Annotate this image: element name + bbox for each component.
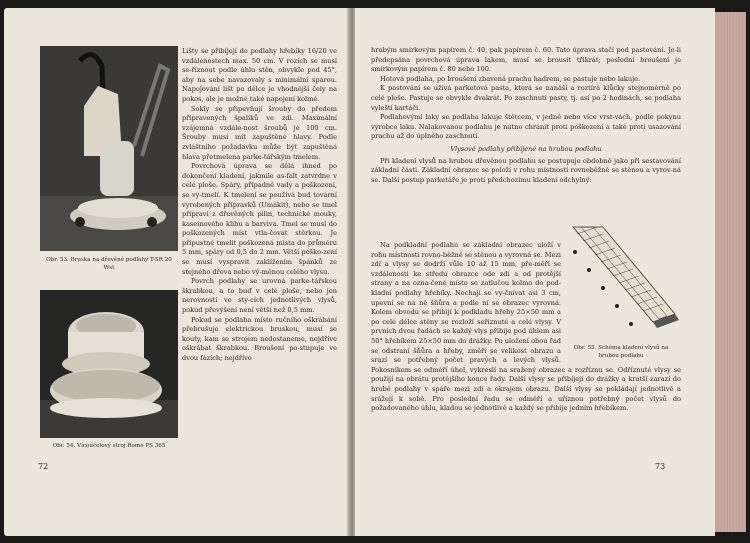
paragraph: hrubým smirkovým papírem č. 40, pak papírem č. 60. Tato úprava stačí pod pastování. Je-li předepsána povrchová úprava lakem, musí se brousit třikrát; poslední broušení je smirkovým papírem č. 80 nebo 100. (371, 46, 681, 74)
figure-53-caption: Obr. 53. Bruska na dřevěné podlahy T-SR 20 Wst (46, 257, 172, 271)
paragraph: Na podkladní podlahu se základní obrazec uloží v rohu místnosti rovno-běžně se stěnou a vyrovná se. Mezi zdí a vlysy se dodrží vůle 10 až 15 mm, pře-měří se vzdálenosti ke středu obrazce ode zdi a od protější strany a na ozna-čené místo se zatlučou kolmo do pod-kladní podlahy hřebíky. Nechají se vy-čnívat asi 3 cm, upevní se na ně šňůra a podle ní se obrazec vyrovná. Kolem obvodu se přibijí k podkladu hřeby 25×50 mm a po celé délce stěny se rozloží seříznuté a celé vlysy. V prvních dvou řadách se každý vlys přibije pod úhlem asi 50° hřebíkem 25×50 mm do drážky. Po uložení obou řad se odstraní šňůra a hřeby, změří se velikost obrazu a srazí se potřebný počet pravých a levých vlysů. Pokosníkem se odměří úhel, vykreslí na sražený obrazec a rozříznu se. Odříznuté vlysy se použijí na obrátu protějšího konce řady. Další vlysy se přibíjejí do drážky a kratší zarazí do hrubé podlahy v spáře mezi zdí a okrajem obrazu. Další vlysy se pokládají jednotlivě a srážejí k sobě. Pro poslední řadu se odměří a uříznou potřebný počet vlysů do požadovaného úhlu, kladou se jednotlivě a každý se přibije jedním hřebíkem. (371, 241, 681, 413)
multipurpose-machine-image (40, 290, 178, 438)
paragraph: Pokud se podlaha místo ručního oškrábání přebrušuje elektrickou bruskou, musí se kouty, kam se strojem nedostaneme, nejdříve oškrábat škrabkou. Broušení po-stupuje ve dvou fázích; nejdříve (182, 315, 337, 362)
figure-55-drawing (563, 222, 681, 340)
paragraph: Podlahovými laky se podlaha lakuje štětcem, v jedné nebo více vrst-vách, podle pokynu výrobce laku. Nalakovanou podlahu je nutno chránit proti poškození a také proti usazování prachu až do úplného zaschnutí. (371, 113, 681, 141)
left-page (4, 8, 349, 536)
figure-54-caption: Obr. 54. Vícoúčelový stroj Romo PS 365 (52, 443, 166, 449)
page-edges (715, 12, 746, 532)
paragraph: Sokly se připevňují šrouby do předem připravených špalíků ve zdi. Maximální vzájemná vzdále-nost šroubů je 100 cm. Šrouby musí mít zapuštěné hlavy. Podle zvláštního požadavku může být zapuštěná hlava přetmelena parke-tářským tmelem. (182, 104, 337, 161)
right-page (355, 8, 715, 536)
floor-sander-image (40, 46, 178, 251)
page-number-right: 73 (655, 462, 666, 471)
right-page-text-top (371, 46, 681, 185)
paragraph: Hotová podlaha, po broušení zbavená prachu hadrem, se pastuje nebo lakuje. (380, 74, 641, 83)
paragraph: Při kladení vlysů na hrubou dřevěnou podlahu se postupuje obdobně jako při sestavování základní části. Základní obrazec se položí v rohu místnosti rovnoběžně se stěnou a vyrov-ná se. Další postup parketáře je proti předchozímu kladení odchylný: (371, 156, 681, 184)
figure-55-caption: Obr. 55. Schéma kladení vlysů na hrubou podlahu (573, 345, 669, 359)
page-number-left: 72 (38, 462, 49, 471)
figure-53-photo (40, 46, 178, 251)
paragraph: Povrchová úprava se dělá ihned po dokončení kladení, jakmile as-falt zatvrdne v celé ploše. Spáry, případně vady a poškození, se vy-tmelí. K tmelení se používá bud tovární vyrobených přípravků (Umakit), nebo se tmel připraví z dřevěných pilin, technické mouky, kaseinového klihu a barviva. Tmel se musí do poškozených míst vtla-čovat stěrkou. Je přípustné tmelit poškozená místa do průměru 5 mm, spáry od 0,5 do 2 mm. Větší poško-zení se musí vyspravit zaklížením špánků ze stejného dřeva nebo vý-měnou celého vlysu. (182, 162, 337, 276)
figure-54-photo (40, 290, 178, 438)
paragraph: Lišty se přibíjejí do podlahy hřebíky 16/20 ve vzdálenostech max. 50 cm. V rozích se musí se-říznout podle úhlu stěn, obvykle pod 45°, aby na sebe navazovaly s minimální spárou. Napojování lišt po délce je vhodnější čely na pokos, ale je možné také napojení kolmé. (182, 47, 337, 103)
section-heading: Vlysové podlahy přibíjené na hrubou podlahu (450, 144, 602, 153)
open-book (4, 8, 746, 538)
paragraph: Povrch podlahy se urovná parke-tářskou škrabkou, a to buď v celé ploše, nebo jen nerovnosti ve sty-cích jednotlivých vlysů, pokud převýšení není větší než 0,5 mm. (182, 277, 337, 315)
paragraph: K pastování se užívá parketová pasta, která se nanáší a roztírá klůcky stejnoměrně po celé ploše. Pastuje se obvykle dvakrát. Po zaschnutí pasty, tj. asi po 2 hodinách, se podlaha vyleští kartáči. (371, 84, 681, 112)
left-page-text (182, 47, 337, 364)
